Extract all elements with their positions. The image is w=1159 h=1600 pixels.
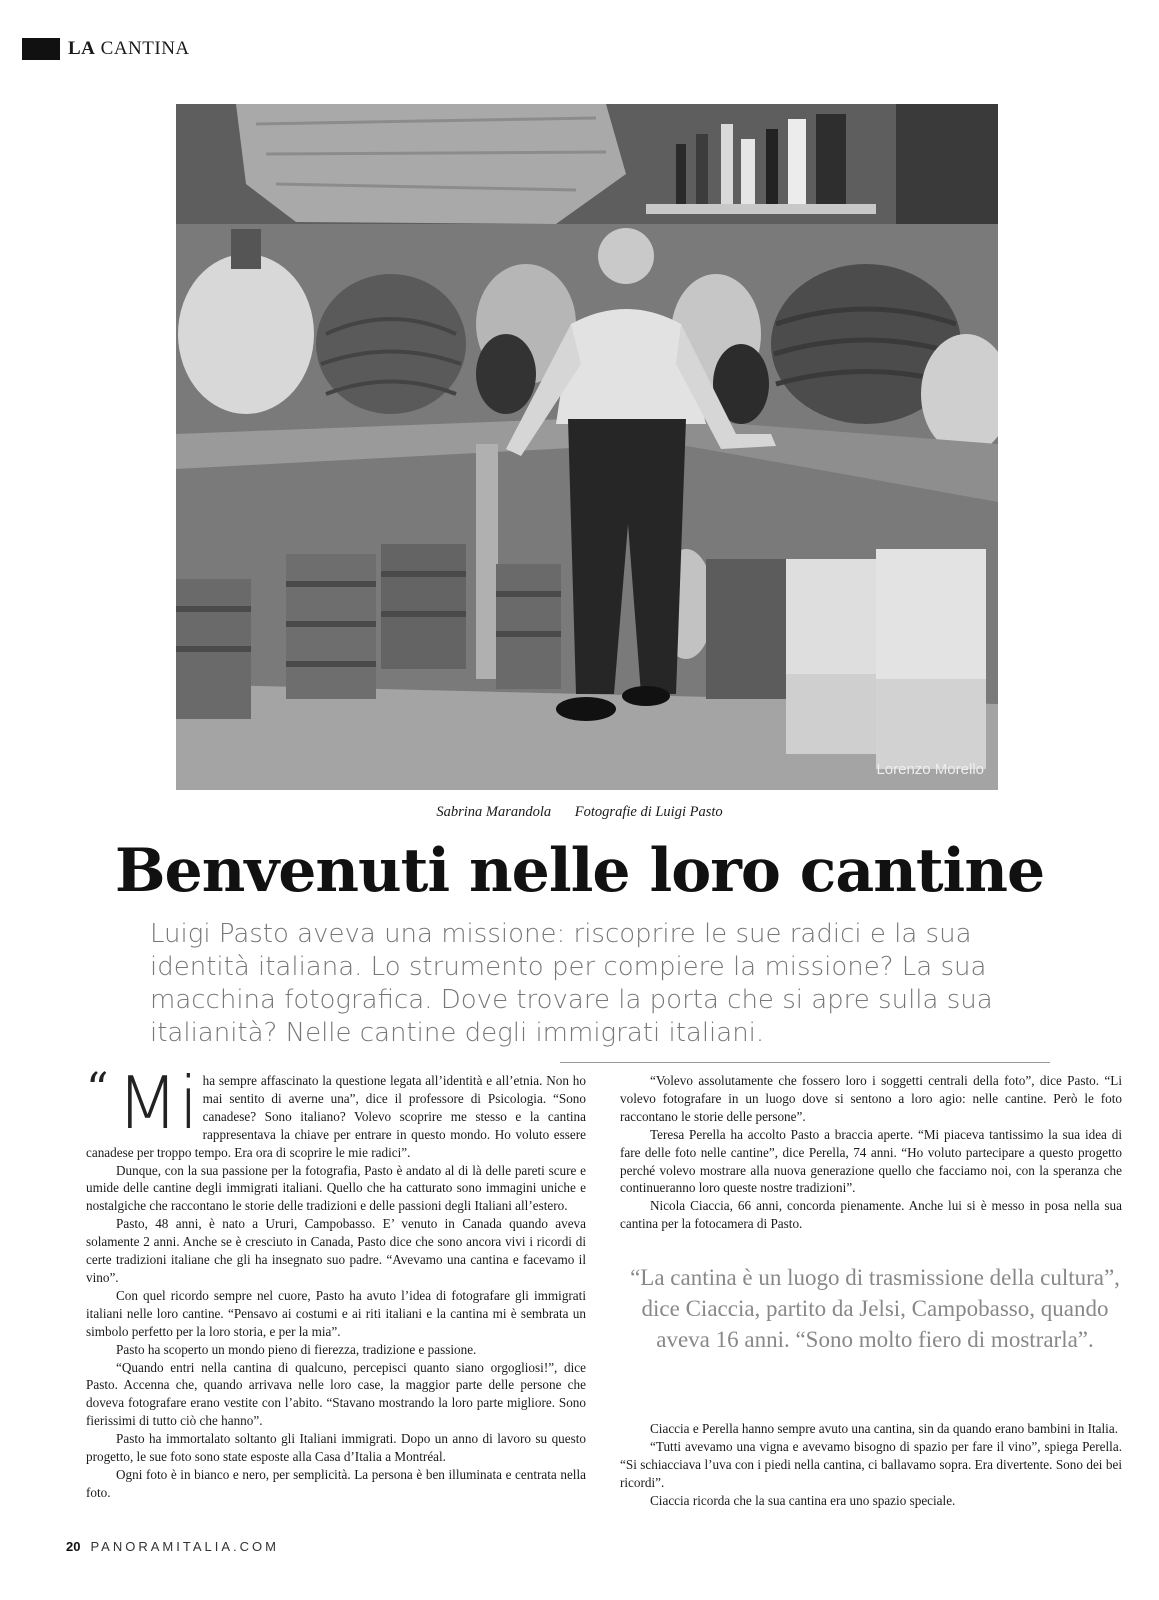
paragraph: Ciaccia e Perella hanno sempre avuto una cantina, sin da quando erano bambini in Italia. [650, 1421, 1118, 1436]
paragraph: Dunque, con la sua passione per la fotografia, Pasto è andato al di là delle pareti scure e umide delle cantine degli immigrati italiani. Quello che ha catturato sono immagini uniche e nostalgiche che raccontano le storie delle tradizioni e delle passioni degli Italiani all’estero. [86, 1162, 586, 1214]
drop-quote-mark: “ [86, 1064, 109, 1115]
drop-cap [86, 1061, 199, 1145]
body-column-left [86, 1061, 586, 1502]
paragraph: Ciaccia ricorda che la sua cantina era uno spazio speciale. [650, 1492, 956, 1508]
drop-cap-letters: Mi [116, 1061, 199, 1145]
paragraph: “Volevo assolutamente che fossero loro i soggetti centrali della foto”, dice Pasto. “Li volevo fotografare in un luogo dove si sentono a loro agio: nelle cantine. Però le foto raccontano le storie delle persone”. [620, 1073, 1122, 1124]
paragraph: “Quando entri nella cantina di qualcuno, percepisci quanto siano orgogliosi!”, dice Pasto. Accenna che, quando arrivava nelle loro case, la maggior parte delle persone che doveva fotografare erano vestite con l’abito. “Stavano mostrando la loro parte migliore. Sono fierissimi di tutto ciò che hanno”. [86, 1359, 586, 1429]
paragraph: Ogni foto è in bianco e nero, per semplicità. La persona è ben illuminata e centrata nella foto. [86, 1466, 586, 1500]
paragraph: Teresa Perella ha accolto Pasto a braccia aperte. “Mi piaceva tantissimo la sua idea di fare delle foto nelle cantine”, dice Perella, 74 anni. “Ho voluto partecipare a questo progetto perché volevo mostrare alla nuova generazione quello che facciamo noi, con la speranza che continueranno loro queste nostre tradizioni”. [620, 1126, 1122, 1196]
paragraph: Nicola Ciaccia, 66 anni, concorda pienamente. Anche lui si è messo in posa nella sua cantina per la fotocamera di Pasto. [620, 1198, 1122, 1232]
section-header [22, 38, 190, 60]
paragraph: Con quel ricordo sempre nel cuore, Pasto ha avuto l’idea di fotografare gli immigrati italiani nelle loro cantine. “Pensavo ai costumi e ai riti italiani e la cantina mi è sembrata un simbolo perfetto per la loro storia, e per la mia”. [86, 1287, 586, 1339]
cellar-photo-illustration [176, 104, 998, 790]
byline-author: Sabrina Marandola [436, 804, 552, 820]
paragraph: Pasto ha scoperto un mondo pieno di fierezza, tradizione e passione. [116, 1341, 477, 1357]
site-url: PANORAMITALIA.COM [90, 1539, 279, 1554]
section-title: LA CANTINA [68, 38, 190, 59]
headline: Benvenuti nelle loro cantine [114, 836, 1045, 906]
paragraph: ha sempre affascinato la questione legata all’identità e all’etnia. Non ho mai sentito di averne una”, dice il professore di Psicologia. “Sono canadese? Sono italiano? Volevo scoprire me stesso e la cantina rappresentava la chiave per entrare in questo mondo. Ho voluto essere canadese per troppo tempo. Era ora di scoprire le mie radici”. [86, 1073, 586, 1160]
section-marker [22, 38, 60, 60]
body-column-right [620, 1072, 1122, 1233]
paragraph: “Tutti avevamo una vigna e avevamo bisogno di spazio per fare il vino”, spiega Perella. “Si schiacciava l’uva con i piedi nella cantina, ci ballavamo sopra. Era divertente. Sono dei bei ricordi”. [620, 1438, 1122, 1490]
pull-quote: “La cantina è un luogo di trasmissione della cultura”, dice Ciaccia, partito da Jelsi, Campobasso, quando aveva 16 anni. “Sono molto fiero di mostrarla”. [630, 1265, 1120, 1352]
page-footer [66, 1539, 279, 1554]
paragraph: Pasto ha immortalato soltanto gli Italiani immigrati. Dopo un anno di lavoro su questo progetto, le sue foto sono state esposte alla Casa d’Italia a Montréal. [86, 1431, 586, 1465]
deck-subtitle: Luigi Pasto aveva una missione: riscoprire le sue radici e la sua identità italiana. Lo strumento per compiere la missione? La sua macchina fotografica. Dove trovare la porta che si apre sulla sua italianità? Nelle cantine degli immigrati italiani. [150, 919, 993, 1048]
byline [0, 804, 1159, 821]
divider-rule [560, 1062, 1050, 1063]
page-number: 20 [66, 1539, 81, 1554]
photo-credit: Lorenzo Morello [876, 761, 984, 778]
body-column-right-lower [620, 1420, 1122, 1510]
byline-photos: Fotografie di Luigi Pasto [574, 804, 723, 820]
cellar-photo [176, 104, 998, 790]
paragraph: Pasto, 48 anni, è nato a Ururi, Campobasso. E’ venuto in Canada quando aveva solamente 2 anni. Anche se è cresciuto in Canada, Pasto dice che sono ancora vivi i ricordi di certe tradizioni italiane che gli ha insegnato suo padre. “Avevamo una cantina e facevamo il vino”. [86, 1216, 586, 1285]
